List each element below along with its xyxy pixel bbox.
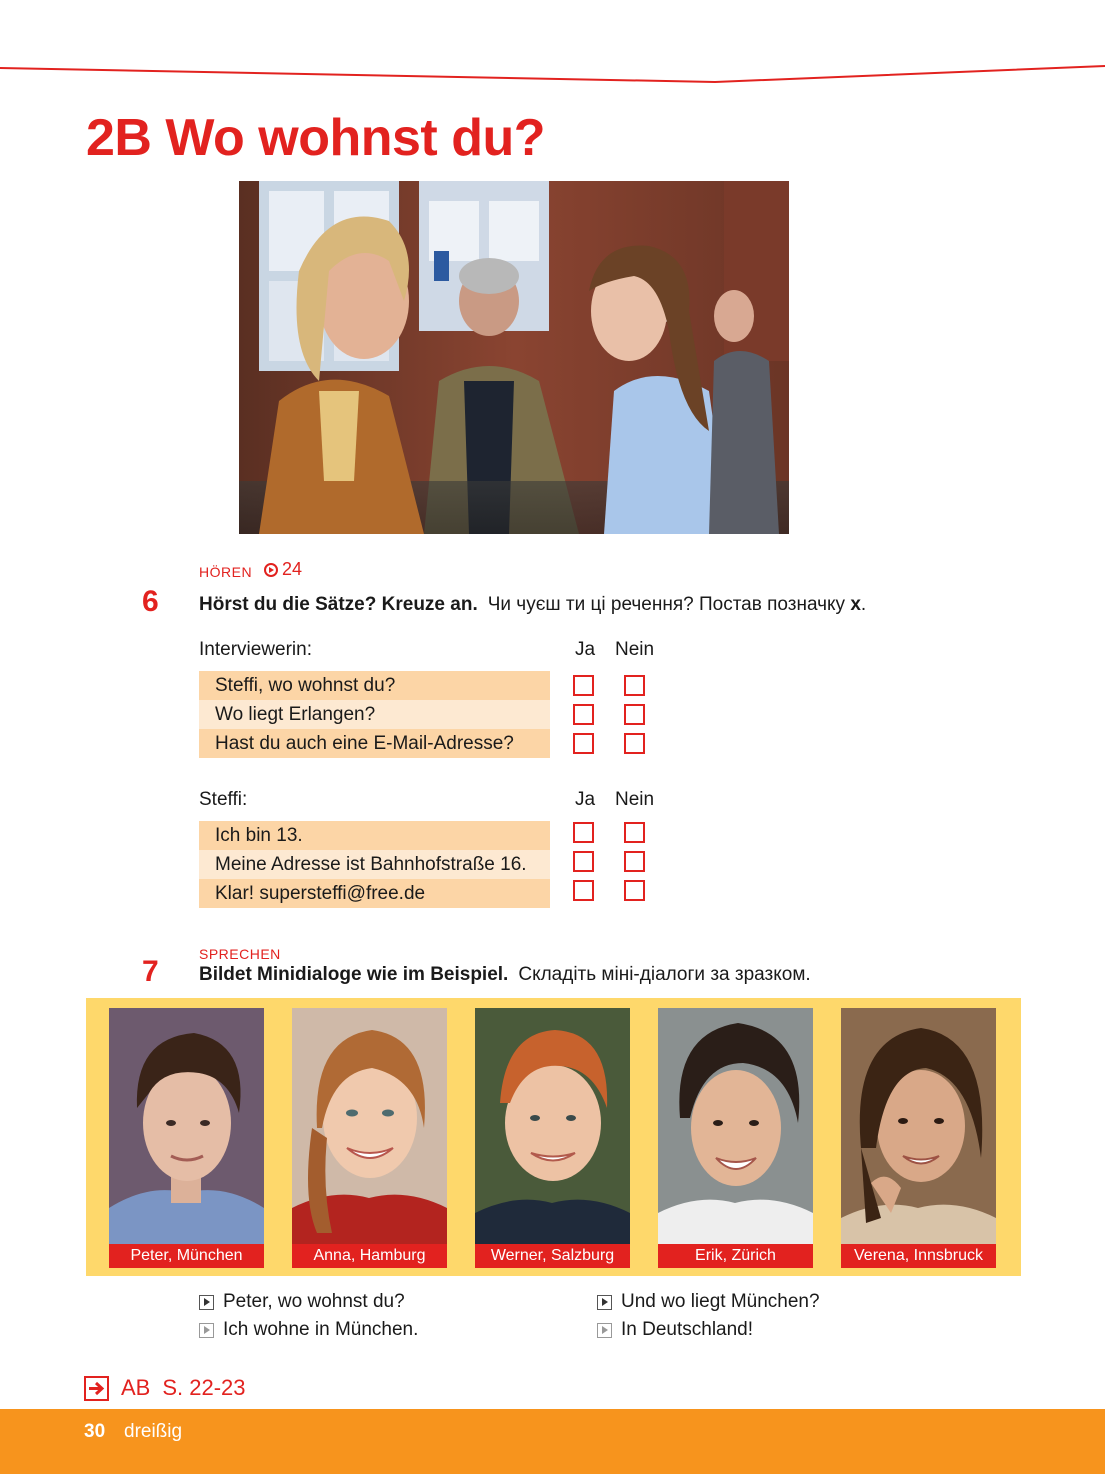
checkbox-no[interactable] xyxy=(624,675,645,696)
dialog-text: Ich wohne in München. xyxy=(223,1319,419,1340)
portrait-caption: Werner, Salzburg xyxy=(475,1244,630,1268)
exercise-number-6: 6 xyxy=(142,585,159,618)
exercise-6-instruction xyxy=(199,594,866,616)
instruction-end: . xyxy=(860,594,867,615)
sentence-row: Klar! supersteffi@free.de xyxy=(199,879,550,908)
instruction-mark: x xyxy=(850,594,861,615)
audio-track[interactable] xyxy=(264,559,302,580)
header-divider-line xyxy=(0,60,1105,90)
portrait-caption: Verena, Innsbruck xyxy=(841,1244,996,1268)
checkbox-no[interactable] xyxy=(624,880,645,901)
portrait-girl-anna-icon xyxy=(292,1008,447,1268)
page-number-word: dreißig xyxy=(124,1421,183,1442)
checkbox-yes[interactable] xyxy=(573,675,594,696)
section-kicker-sprechen: SPRECHEN xyxy=(199,946,281,962)
dialog-line xyxy=(199,1291,405,1313)
portrait-card xyxy=(292,1008,447,1268)
sentence-row: Steffi, wo wohnst du? xyxy=(199,671,550,700)
dialog-text: Peter, wo wohnst du? xyxy=(223,1291,405,1312)
portrait-boy-werner-icon xyxy=(475,1008,630,1268)
speaker-label: Interviewerin: xyxy=(199,639,312,660)
conversation-photo xyxy=(239,181,789,534)
speaker-a-icon xyxy=(597,1295,612,1310)
portrait-boy-erik-icon xyxy=(658,1008,813,1268)
sentence-row: Hast du auch eine E-Mail-Adresse? xyxy=(199,729,550,758)
portrait-girl-verena-icon xyxy=(841,1008,996,1268)
checkbox-no[interactable] xyxy=(624,733,645,754)
exercise-number-7: 7 xyxy=(142,955,159,988)
checkbox-no[interactable] xyxy=(624,704,645,725)
page-footer xyxy=(0,1409,1105,1474)
arrow-right-icon xyxy=(84,1376,109,1401)
speaker-a-icon xyxy=(199,1295,214,1310)
portrait-card xyxy=(658,1008,813,1268)
portrait-caption: Anna, Hamburg xyxy=(292,1244,447,1268)
instruction-german: Hörst du die Sätze? Kreuze an. xyxy=(199,594,478,615)
column-head-yes: Ja xyxy=(575,789,596,810)
checkbox-yes[interactable] xyxy=(573,733,594,754)
audio-play-icon[interactable] xyxy=(264,563,278,577)
checkbox-yes[interactable] xyxy=(573,851,594,872)
dialog-line xyxy=(597,1291,820,1313)
portrait-card xyxy=(841,1008,996,1268)
column-head-no: Nein xyxy=(615,789,655,810)
sentence-row: Wo liegt Erlangen? xyxy=(199,700,550,729)
portrait-caption: Peter, München xyxy=(109,1244,264,1268)
speaker-b-icon xyxy=(597,1323,612,1338)
workbook-reference[interactable] xyxy=(84,1375,246,1401)
dialog-line xyxy=(199,1319,418,1341)
exercise-7-instruction xyxy=(199,964,811,986)
dialog-text: Und wo liegt München? xyxy=(621,1291,820,1312)
instruction-german: Bildet Minidialoge wie im Beispiel. xyxy=(199,964,509,985)
audio-track-number: 24 xyxy=(282,559,303,579)
section-kicker-hoeren: HÖREN xyxy=(199,564,253,580)
instruction-ukrainian: Чи чуєш ти ці речення? Постав позначку xyxy=(487,594,846,615)
checkbox-no[interactable] xyxy=(624,822,645,843)
checkbox-yes[interactable] xyxy=(573,822,594,843)
page-number: 30 xyxy=(84,1421,106,1442)
workbook-label: AB xyxy=(121,1375,151,1400)
portrait-card xyxy=(109,1008,264,1268)
sentence-row: Ich bin 13. xyxy=(199,821,550,850)
checkbox-yes[interactable] xyxy=(573,704,594,725)
portrait-card xyxy=(475,1008,630,1268)
portrait-boy-peter-icon xyxy=(109,1008,264,1268)
column-head-no: Nein xyxy=(615,639,655,660)
page-title: 2B Wo wohnst du? xyxy=(86,109,545,167)
instruction-ukrainian: Складіть міні-діалоги за зразком. xyxy=(518,964,811,985)
portrait-caption: Erik, Zürich xyxy=(658,1244,813,1268)
dialog-line xyxy=(597,1319,753,1341)
dialog-text: In Deutschland! xyxy=(621,1319,754,1340)
column-head-yes: Ja xyxy=(575,639,596,660)
sentence-row: Meine Adresse ist Bahnhofstraße 16. xyxy=(199,850,550,879)
speaker-b-icon xyxy=(199,1323,214,1338)
workbook-pages: S. 22-23 xyxy=(162,1375,246,1400)
checkbox-no[interactable] xyxy=(624,851,645,872)
checkbox-yes[interactable] xyxy=(573,880,594,901)
speaker-label: Steffi: xyxy=(199,789,248,810)
